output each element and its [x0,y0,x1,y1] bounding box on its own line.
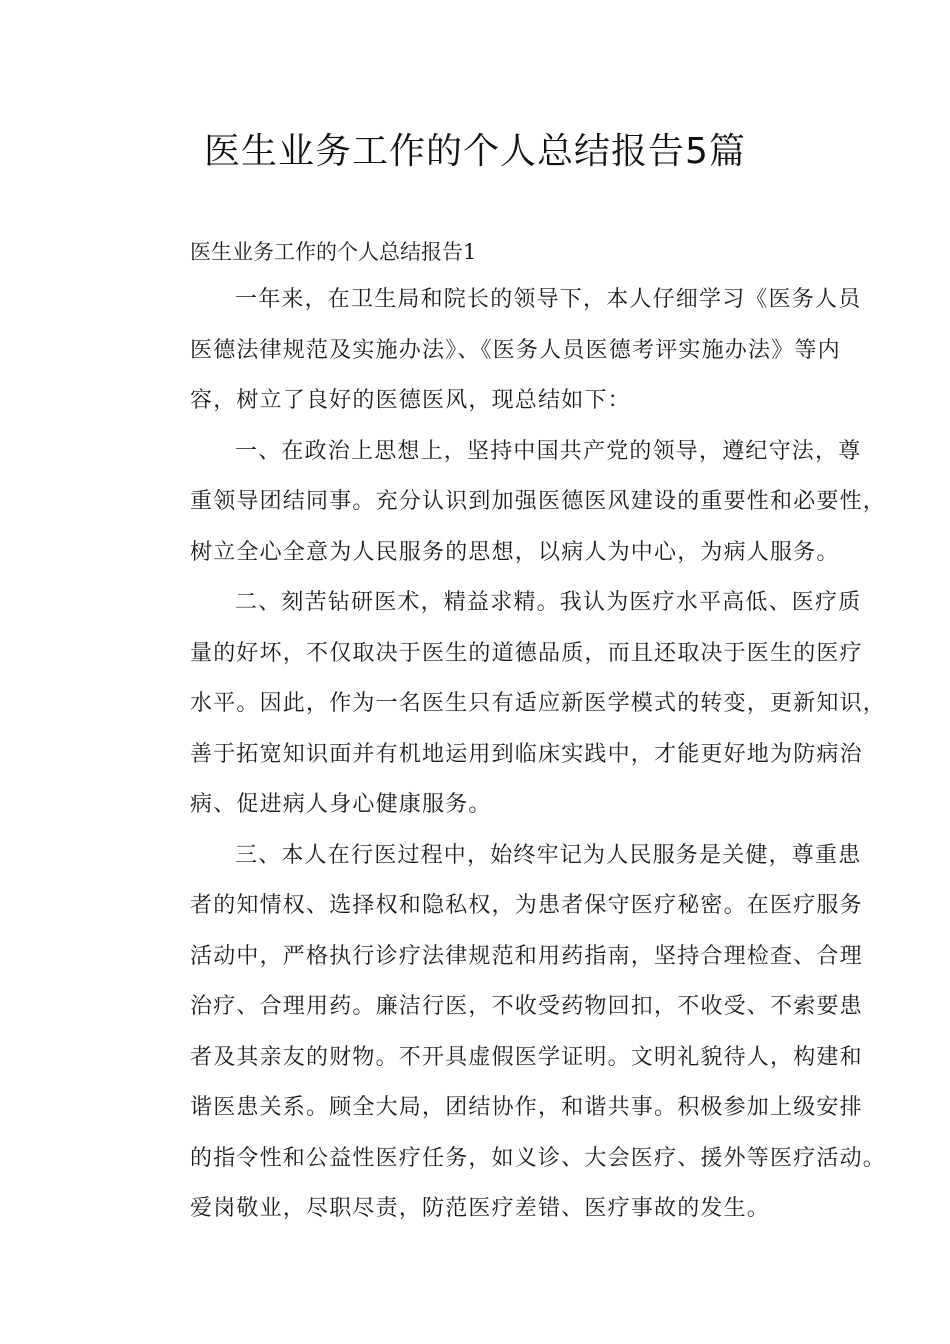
paragraph-line: 谐医患关系。顾全大局，团结协作，和谐共事。积极参加上级安排 [190,1095,863,1120]
paragraph-practice [145,831,887,1235]
section-heading: 医生业务工作的个人总结报告1 [190,240,477,264]
paragraph-line: 树立全心全意为人民服务的思想，以病人为中心，为病人服务。 [190,539,840,565]
paragraph-line: 二、刻苦钻研医术，精益求精。我认为医疗水平高低、医疗质 [235,590,862,615]
paragraph-line: 一、在政治上思想上，坚持中国共产党的领导，遵纪守法，尊 [235,438,862,464]
paragraph-line: 者及其亲友的财物。不开具虚假医学证明。文明礼貌待人，构建和 [190,1044,863,1070]
paragraph-line: 三、本人在行医过程中，始终牢记为人民服务是关健，尊重患 [235,842,862,868]
paragraph-line: 活动中，严格执行诊疗法律规范和用药指南，坚持合理检查、合理 [190,943,863,969]
paragraph-line: 一年来，在卫生局和院长的领导下，本人仔细学习《医务人员 [235,287,862,312]
document-title: 医生业务工作的个人总结报告5篇 [204,131,746,172]
paragraph-politics [145,427,887,579]
paragraph-line: 病、促进病人身心健康服务。 [190,792,492,817]
paragraph-line: 量的好坏，不仅取决于医生的道德品质，而且还取决于医生的医疗 [190,640,863,666]
paragraph-line: 善于拓宽知识面并有机地运用到临床实践中，才能更好地为防病治 [190,741,863,767]
paragraph-intro [145,275,862,427]
paragraph-line: 重领导团结同事。充分认识到加强医德医风建设的重要性和必要性， [190,489,887,514]
paragraph-line: 的指令性和公益性医疗任务，如义诊、大会医疗、援外等医疗活动。 [190,1145,887,1171]
paragraph-line: 治疗、合理用药。廉洁行医，不收受药物回扣，不收受、不索要患 [190,994,863,1019]
paragraph-line: 容，树立了良好的医德医风，现总结如下： [190,388,631,413]
paragraph-line: 爱岗敬业，尽职尽责，防范医疗差错、医疗事故的发生。 [190,1196,771,1221]
paragraph-line: 医德法律规范及实施办法》、《医务人员医德考评实施办法》等内 [190,337,841,363]
paragraph-medical-skill [145,578,887,831]
paragraph-line: 水平。因此，作为一名医生只有适应新医学模式的转变，更新知识， [190,691,887,716]
document-body [145,229,887,1235]
paragraph-line: 者的知情权、选择权和隐私权，为患者保守医疗秘密。在医疗服务 [190,893,863,918]
